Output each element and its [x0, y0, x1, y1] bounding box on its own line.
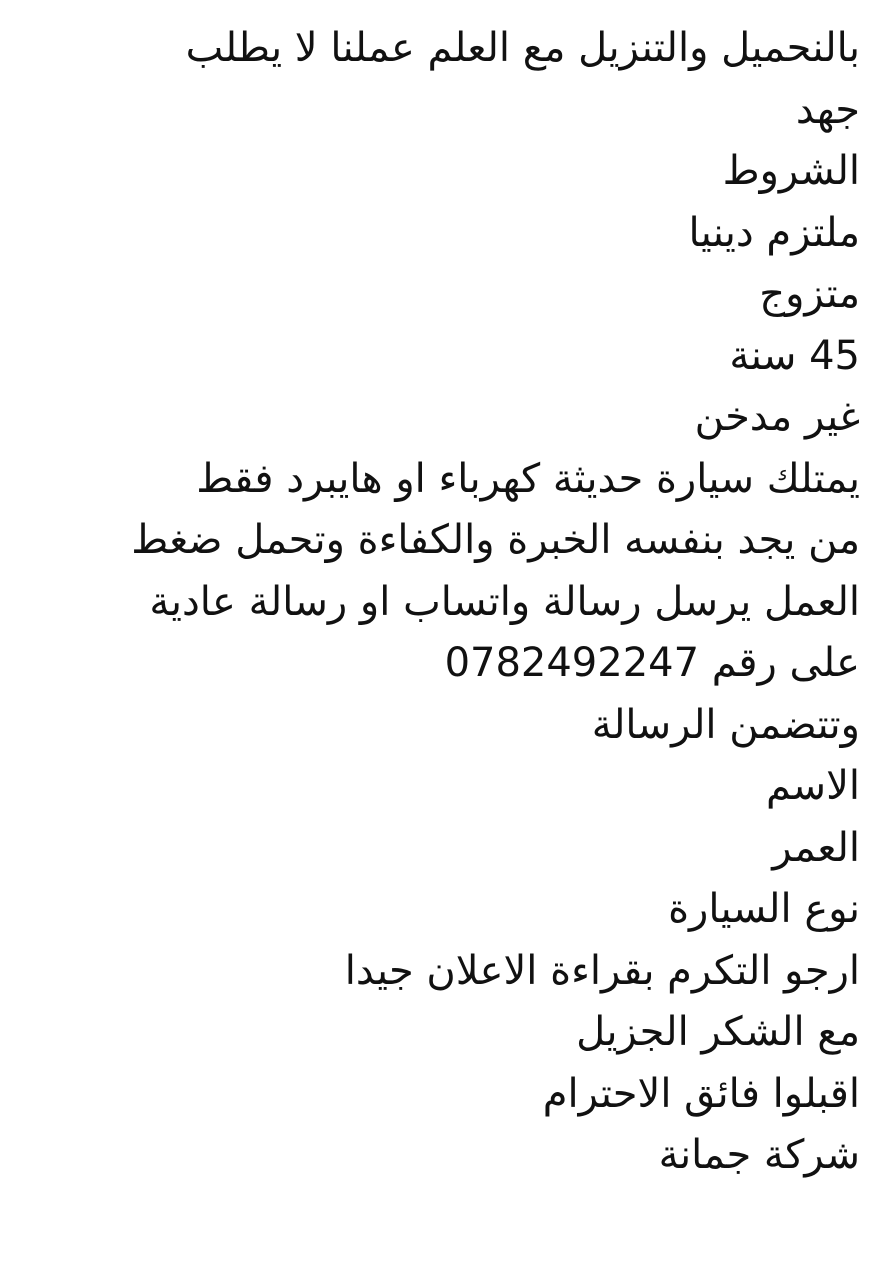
ad-line-6-age: 45 سنة: [729, 332, 860, 379]
ad-line-2: جهد: [795, 86, 860, 133]
ad-line-4: ملتزم دينيا: [688, 209, 860, 256]
ad-line-17: مع الشكر الجزيل: [576, 1009, 860, 1055]
ad-line-8: يمتلك سيارة حديثة كهرباء او هايبرد فقط: [196, 455, 860, 502]
ad-line-1: بالنحميل والتنزيل مع العلم عملنا لا يطلب: [185, 25, 860, 71]
ad-line-13-name: الاسم: [765, 763, 860, 809]
ad-line-15-car-type: نوع السيارة: [668, 886, 860, 932]
ad-line-18: اقبلوا فائق الاحترام: [542, 1070, 860, 1117]
ad-line-19-company: شركة جمانة: [658, 1132, 860, 1178]
cropped-top-line: [120, 0, 860, 10]
ad-line-12: وتتضمن الرسالة: [591, 701, 860, 748]
ad-line-9: من يجد بنفسه الخبرة والكفاءة وتحمل ضغط: [131, 517, 860, 563]
ad-line-10: العمل يرسل رسالة واتساب او رسالة عادية: [149, 578, 860, 625]
ad-line-7: غير مدخن: [694, 394, 860, 440]
ad-line-11-phone: على رقم 0782492247: [444, 640, 860, 686]
ad-line-5: متزوج: [759, 271, 860, 317]
ad-line-3-conditions-heading: الشروط: [722, 148, 860, 194]
ad-line-16: ارجو التكرم بقراءة الاعلان جيدا: [344, 947, 860, 994]
ad-line-14-age: العمر: [772, 824, 860, 871]
job-ad-text: [30, 18, 860, 1187]
